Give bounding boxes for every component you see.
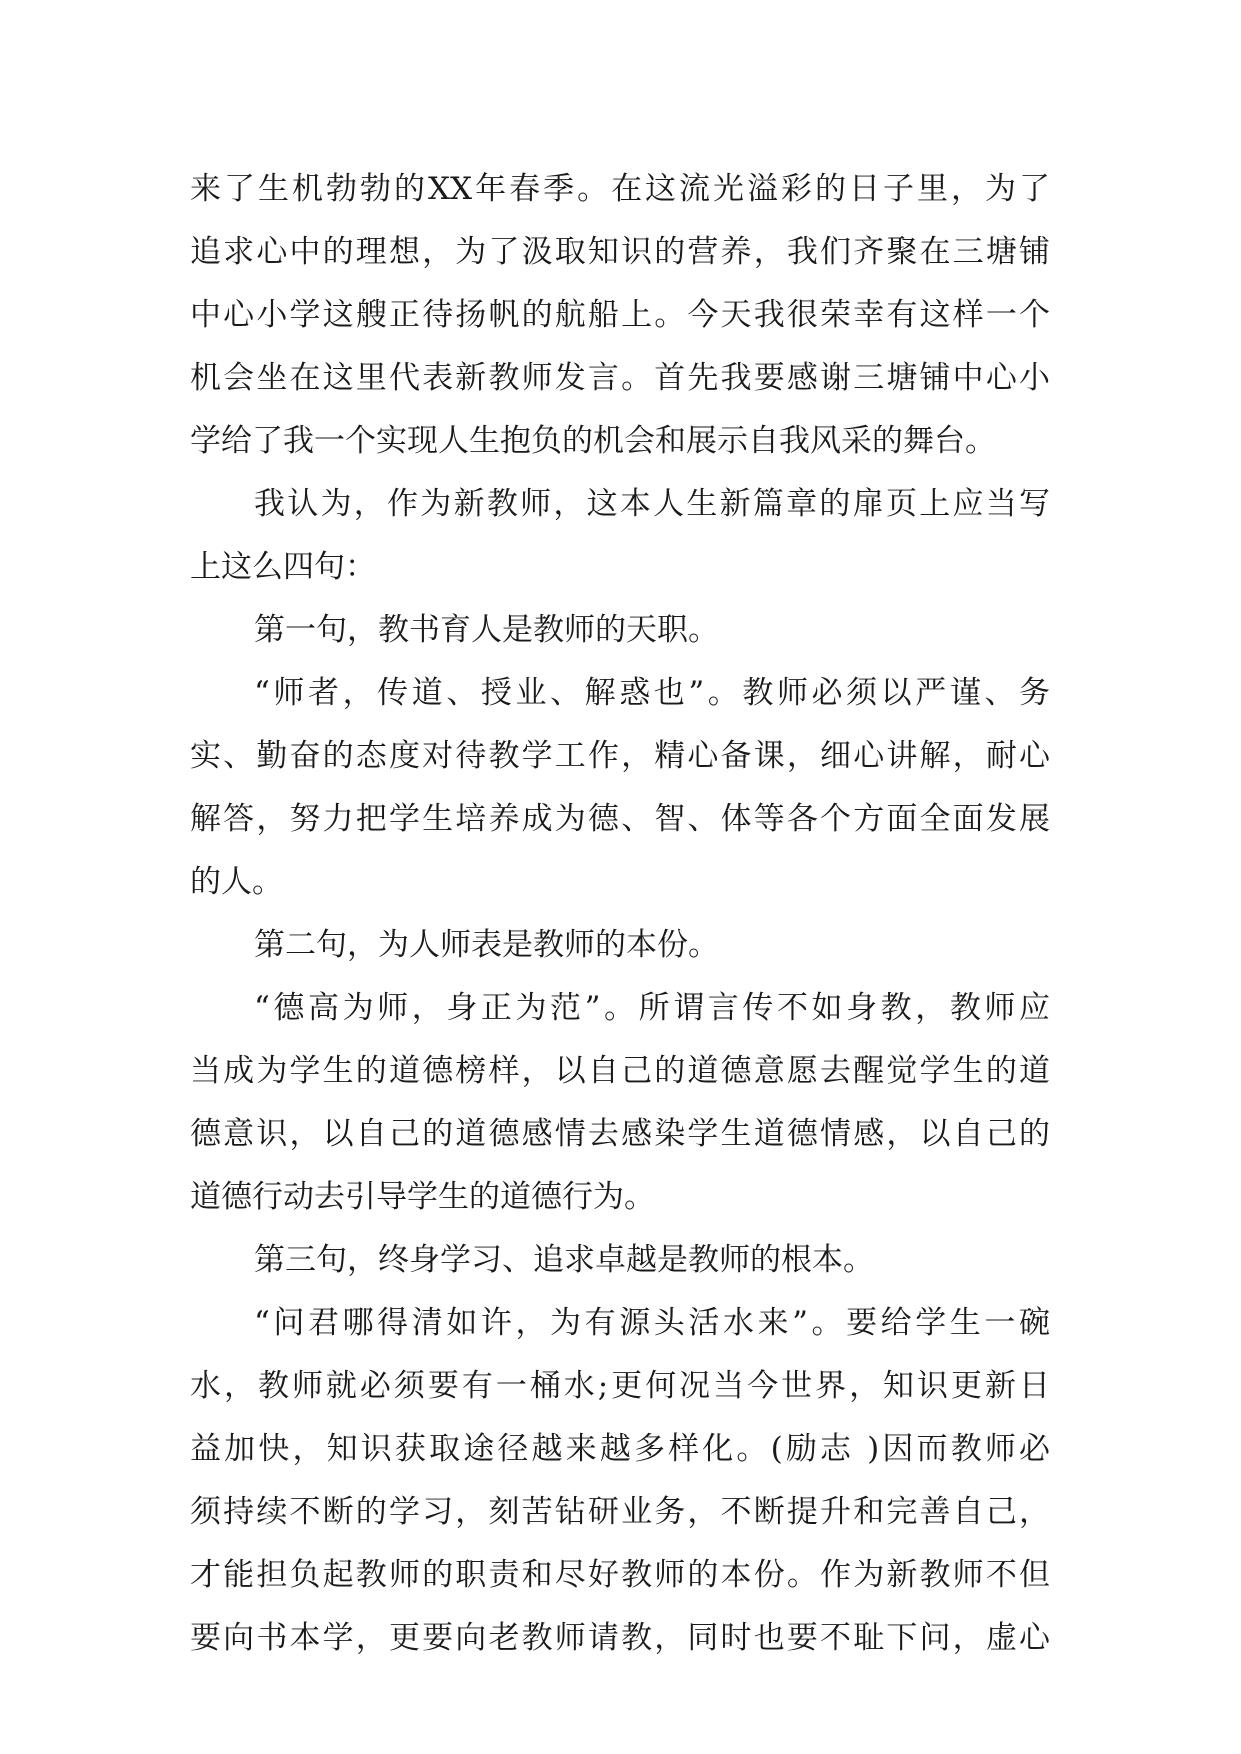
text-line: 要向书本学，更要向老教师请教，同时也要不耻下问，虚心 [190,1620,1050,1656]
text-line: 实、勤奋的态度对待教学工作，精心备课，细心讲解，耐心 [190,738,1050,774]
text-line: 追求心中的理想，为了汲取知识的营养，我们齐聚在三塘铺 [190,234,1050,270]
text-line: 益加快，知识获取途径越来越多样化。(励志 )因而教师必 [190,1431,1050,1467]
text-line: 我认为，作为新教师，这本人生新篇章的扉页上应当写 [254,486,1050,522]
text-line: 第三句，终身学习、追求卓越是教师的根本。 [254,1242,874,1278]
text-line: “师者，传道、授业、解惑也”。教师必须以严谨、务 [254,675,1050,711]
body-text [190,158,1050,1670]
text-line: 须持续不断的学习，刻苦钻研业务，不断提升和完善自己， [190,1494,1050,1530]
text-line: 的人。 [190,864,283,900]
text-line: “德高为师，身正为范”。所谓言传不如身教，教师应 [254,990,1050,1026]
text-line: 来了生机勃勃的XX年春季。在这流光溢彩的日子里，为了 [190,171,1050,207]
text-line: 第二句，为人师表是教师的本份。 [254,927,719,963]
text-line: 机会坐在这里代表新教师发言。首先我要感谢三塘铺中心小 [190,360,1050,396]
text-line: 第一句，教书育人是教师的天职。 [254,612,719,648]
text-line: 解答，努力把学生培养成为德、智、体等各个方面全面发展 [190,801,1050,837]
text-line: 中心小学这艘正待扬帆的航船上。今天我很荣幸有这样一个 [190,297,1050,333]
text-line: 道德行动去引导学生的道德行为。 [190,1179,655,1215]
text-line: 德意识，以自己的道德感情去感染学生道德情感，以自己的 [190,1116,1050,1152]
text-line: 学给了我一个实现人生抱负的机会和展示自我风采的舞台。 [190,423,996,459]
text-line: 上这么四句： [190,549,376,585]
text-line: 水，教师就必须要有一桶水;更何况当今世界，知识更新日 [190,1368,1050,1404]
text-line: 才能担负起教师的职责和尽好教师的本份。作为新教师不但 [190,1557,1050,1593]
text-line: 当成为学生的道德榜样，以自己的道德意愿去醒觉学生的道 [190,1053,1050,1089]
text-line: “问君哪得清如许，为有源头活水来”。要给学生一碗 [254,1305,1050,1341]
